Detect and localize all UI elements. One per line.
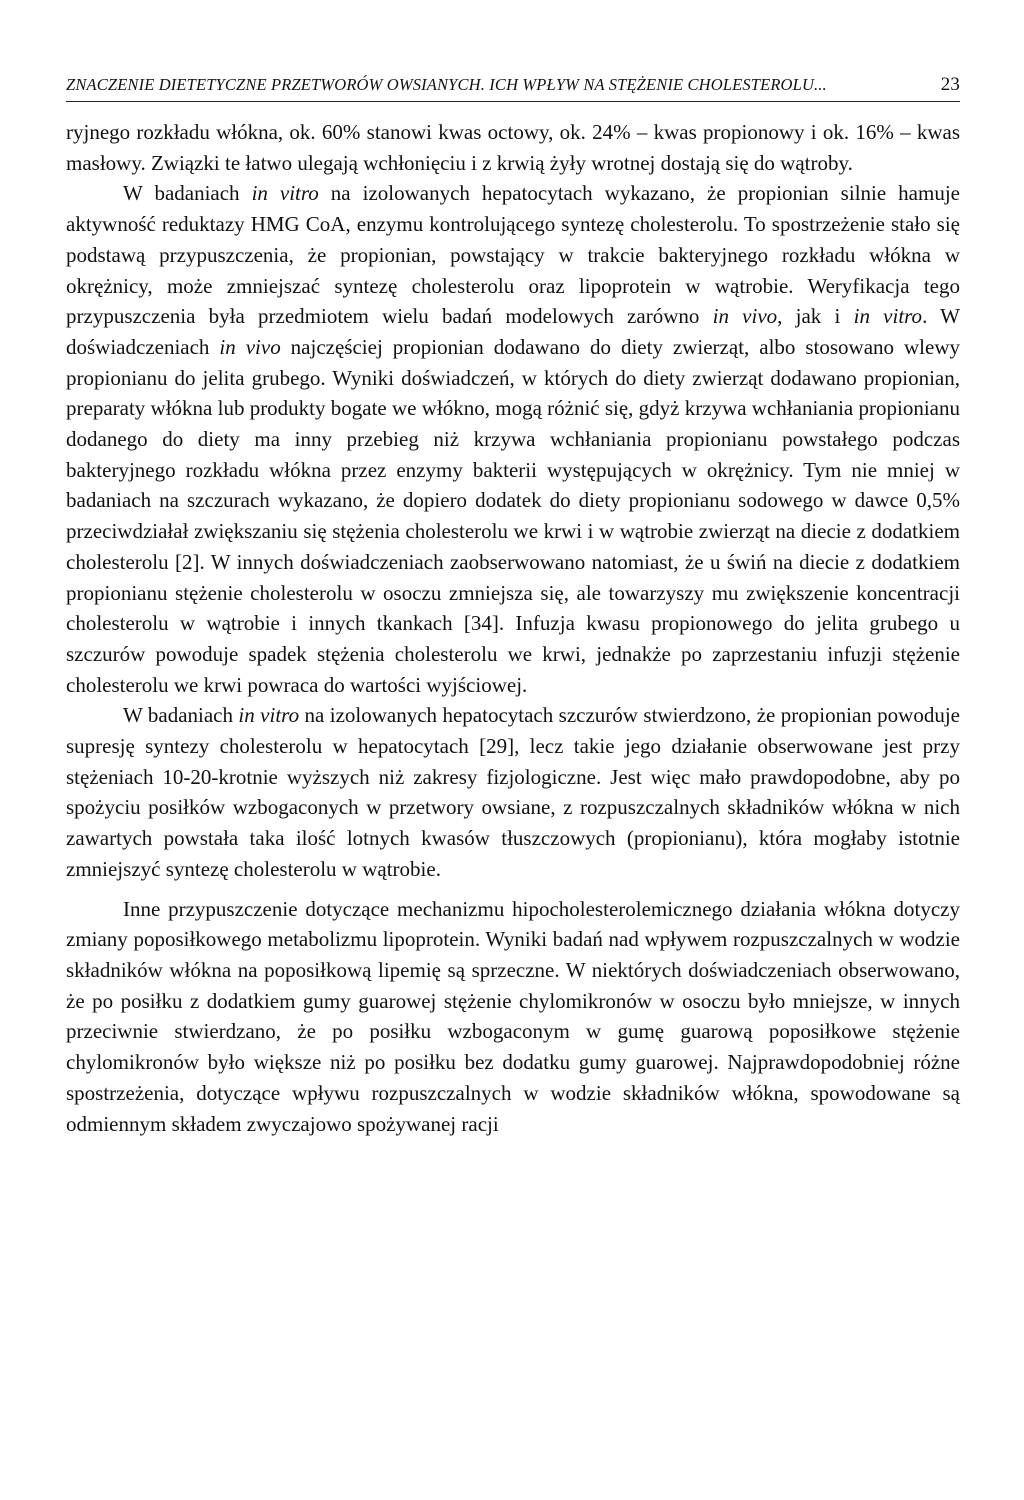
running-header-title: ZNACZENIE DIETETYCZNE PRZETWORÓW OWSIANYCH. ICH WPŁYW NA STĘŻENIE CHOLESTEROLU... bbox=[66, 75, 827, 94]
header-rule bbox=[66, 101, 960, 102]
paragraph-continuation: ryjnego rozkładu włókna, ok. 60% stanowi kwas octowy, ok. 24% – kwas propionowy i ok. 16% – kwas masłowy. Związki te łatwo ulegają wchłonięciu i z krwią żyły wrotnej dostają się do wątroby. bbox=[66, 120, 960, 175]
paragraph-propionate-hypothesis: W badaniach in vitro na izolowanych hepatocytach wykazano, że propionian silnie hamuje aktywność reduktazy HMG CoA, enzymu kontrolującego syntezę cholesterolu. To spostrzeżenie stało się podstawą przypuszczenia, że propionian, powstający w trakcie bakteryjnego rozkładu włókna w okrężnicy, może zmniejszać syntezę cholesterolu oraz lipoprotein w wątrobie. Weryfikacja tego przypuszczenia była przedmiotem wielu badań modelowych zarówno in vivo, jak i in vitro. W doświadczeniach in vivo najczęściej propionian dodawano do diety zwierząt, albo stosowano wlewy propionianu do jelita grubego. Wyniki doświadczeń, w których do diety zwierząt dodawano propionian, preparaty włókna lub produkty bogate we włókno, mogą różnić się, gdyż krzywa wchłaniania propionianu dodanego do diety ma inny przebieg niż krzywa wchłaniania propionianu powstałego podczas bakteryjnego rozkładu włókna przez enzymy bakterii występujących w okrężnicy. Tym nie mniej w badaniach na szczurach wykazano, że dopiero dodatek do diety propionianu sodowego w dawce 0,5% przeciwdziałał zwiększaniu się stężenia cholesterolu we krwi i w wątrobie zwierząt na diecie z dodatkiem cholesterolu [2]. W innych doświadczeniach zaobserwowano natomiast, że u świń na diecie z dodatkiem propionianu stężenie cholesterolu w osoczu zmniejsza się, ale towarzyszy mu zwiększenie koncentracji cholesterolu w wątrobie i innych tkankach [34]. Infuzja kwasu propionowego do jelita grubego u szczurów powoduje spadek stężenia cholesterolu we krwi, jednakże po zaprzestaniu infuzji stężenie cholesterolu we krwi powraca do wartości wyjściowej. bbox=[66, 181, 960, 697]
running-header bbox=[66, 74, 960, 96]
paragraph-postprandial-lipemia: Inne przypuszczenie dotyczące mechanizmu hipocholesterolemicznego działania włókna dotyczy zmiany poposiłkowego metabolizmu lipoprotein. Wyniki badań nad wpływem rozpuszczalnych w wodzie składników włókna na poposiłkową lipemię są sprzeczne. W niektórych doświadczeniach obserwowano, że po posiłku z dodatkiem gumy guarowej stężenie chylomikronów w osoczu było mniejsze, w innych przeciwnie stwierdzano, że po posiłku wzbogaconym w gumę guarową poposiłkowe stężenie chylomikronów było większe niż po posiłku bez dodatku gumy guarowej. Najprawdopodobniej różne spostrzeżenia, dotyczące wpływu rozpuszczalnych w wodzie składników włókna, spowodowane są odmiennym składem zwyczajowo spożywanej racji bbox=[66, 896, 960, 1136]
body-text bbox=[66, 117, 960, 1139]
paragraph-in-vitro-hepatocytes: W badaniach in vitro na izolowanych hepatocytach szczurów stwierdzono, że propionian powoduje supresję syntezy cholesterolu w hepatocytach [29], lecz takie jego działanie obserwowane jest przy stężeniach 10-20-krotnie wyższych niż zakresy fizjologiczne. Jest więc mało prawdopodobne, aby po spożyciu posiłków wzbogaconych w przetwory owsiane, z rozpuszczalnych składników włókna w nich zawartych powstała taka ilość lotnych kwasów tłuszczowych (propionianu), która mogłaby istotnie zmniejszyć syntezę cholesterolu w wątrobie. bbox=[66, 703, 961, 881]
page-number: 23 bbox=[940, 74, 960, 95]
